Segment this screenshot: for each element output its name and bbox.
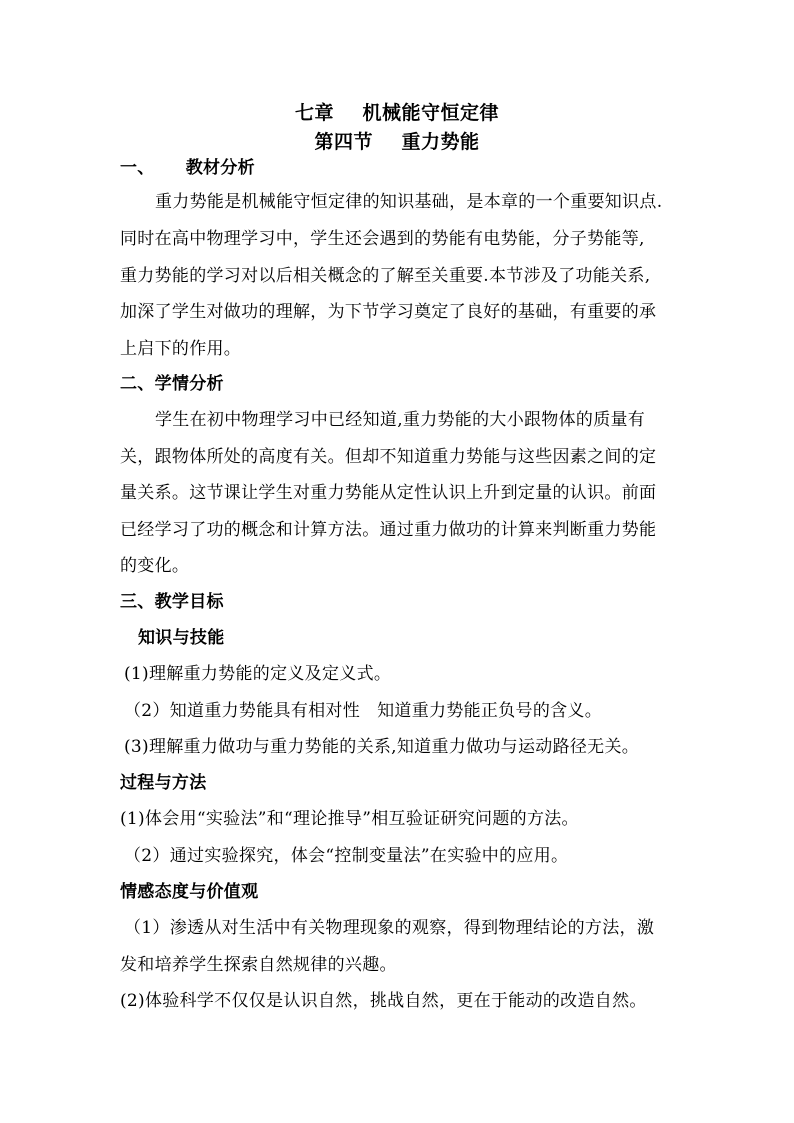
paragraph-line: 的变化。 bbox=[120, 556, 190, 576]
paragraph-line: 关，跟物体所处的高度有关。但却不知道重力势能与这些因素之间的定 bbox=[120, 447, 657, 467]
section-title: 第四节 重力势能 bbox=[314, 131, 480, 153]
list-item: 发和培养学生探索自然规律的兴趣。 bbox=[120, 955, 397, 975]
paragraph-line: 量关系。这节课让学生对重力势能从定性认识上升到定量的认识。前面 bbox=[120, 483, 657, 503]
paragraph-line: 重力势能是机械能守恒定律的知识基础，是本章的一个重要知识点. bbox=[155, 192, 663, 212]
paragraph-line: 加深了学生对做功的理解，为下节学习奠定了良好的基础，有重要的承 bbox=[120, 302, 657, 322]
subheading-process-methods: 过程与方法 bbox=[120, 773, 207, 793]
subheading-attitude-values: 情感态度与价值观 bbox=[120, 882, 259, 902]
paragraph-line: 同时在高中物理学习中，学生还会遇到的势能有电势能，分子势能等, bbox=[120, 229, 645, 249]
section-heading-students: 二、学情分析 bbox=[120, 374, 224, 394]
paragraph-line: 学生在初中物理学习中已经知道,重力势能的大小跟物体的质量有 bbox=[155, 410, 646, 430]
paragraph-line: 上启下的作用。 bbox=[120, 339, 242, 359]
list-item: （1）渗透从对生活中有关物理现象的观察，得到物理结论的方法，激 bbox=[124, 918, 655, 938]
list-item: (3)理解重力做功与重力势能的关系,知道重力做功与运动路径无关。 bbox=[124, 737, 640, 757]
paragraph-line: 已经学习了功的概念和计算方法。通过重力做功的计算来判断重力势能 bbox=[120, 520, 657, 540]
section-heading-objectives: 三、教学目标 bbox=[120, 592, 224, 612]
list-item: (1)体会用“实验法”和“理论推导”相互验证研究问题的方法。 bbox=[120, 809, 579, 829]
list-item: （2）通过实验探究，体会“控制变量法”在实验中的应用。 bbox=[124, 846, 569, 866]
list-item: (1)理解重力势能的定义及定义式。 bbox=[124, 664, 392, 684]
list-item: (2)体验科学不仅仅是认识自然，挑战自然，更在于能动的改造自然。 bbox=[120, 991, 647, 1011]
chapter-title: 七章 机械能守恒定律 bbox=[295, 102, 499, 124]
subheading-knowledge-skills: 知识与技能 bbox=[138, 628, 225, 648]
paragraph-line: 重力势能的学习对以后相关概念的了解至关重要.本节涉及了功能关系, bbox=[120, 266, 651, 286]
section-heading-materials: 一、 教材分析 bbox=[120, 158, 255, 178]
list-item: （2）知道重力势能具有相对性 知道重力势能正负号的含义。 bbox=[124, 701, 603, 721]
